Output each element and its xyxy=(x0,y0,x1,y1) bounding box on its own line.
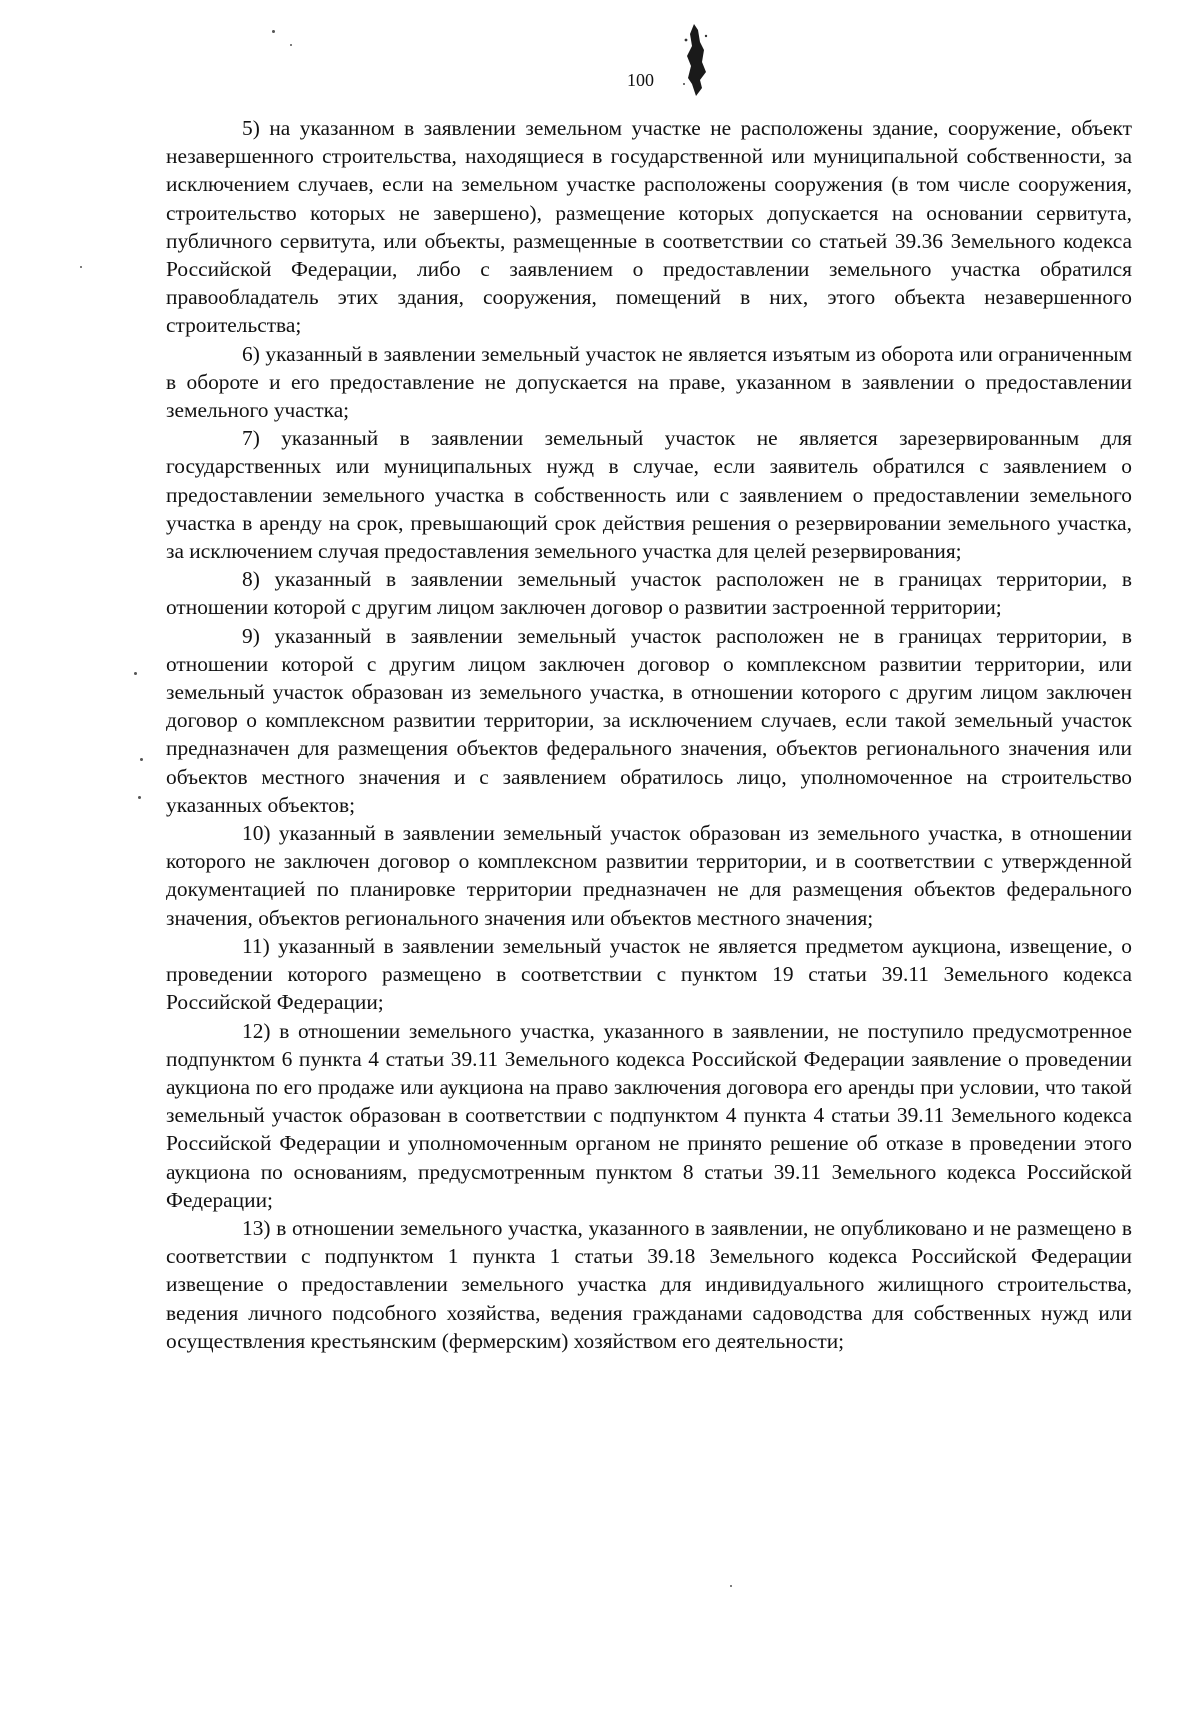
paragraph-item-7: 7) указанный в заявлении земельный участок не является зарезервированным для государственных или муниципальных нужд в случае, если заявитель обратился с заявлением о предоставлении земельного участка в собственность или с заявлением о предоставлении земельного участка в аренду на срок, превышающий срок действия решения о резервировании земельного участка, за исключением случая предоставления земельного участка для целей резервирования; xyxy=(166,426,1132,564)
scan-speck xyxy=(272,30,275,33)
paragraph-item-8: 8) указанный в заявлении земельный участок расположен не в границах территории, в отношении которой с другим лицом заключен договор о развитии застроенной территории; xyxy=(166,567,1132,620)
paragraph-item-6: 6) указанный в заявлении земельный участок не является изъятым из оборота или ограниченным в обороте и его предоставление не допускается на праве, указанном в заявлении о предоставлении земельного участка; xyxy=(166,341,1132,423)
scan-speck xyxy=(140,758,143,761)
paragraph-item-13: 13) в отношении земельного участка, указанного в заявлении, не опубликовано и не размещено в соответствии с подпунктом 1 пункта 1 статьи 39.18 Земельного кодекса Российской Федерации извещение о предоставлении земельного участка для индивидуального жилищного строительства, ведения личного подсобного хозяйства, ведения гражданами садоводства для собственных нужд или осуществления крестьянским (фермерским) хозяйством его деятельности; xyxy=(166,1215,1132,1353)
paragraph-item-12: 12) в отношении земельного участка, указанного в заявлении, не поступило предусмотренное подпунктом 6 пункта 4 статьи 39.11 Земельного кодекса Российской Федерации заявление о проведении аукциона по его продаже или аукциона на право заключения договора его аренды при условии, что такой земельный участок образован в соответствии с подпунктом 4 пункта 4 статьи 39.11 Земельного кодекса Российской Федерации и уполномоченным органом не принято решение об отказе в проведении этого аукциона по основаниям, предусмотренным пунктом 8 статьи 39.11 Земельного кодекса Российской Федерации; xyxy=(166,1018,1132,1212)
paragraph-item-11: 11) указанный в заявлении земельный участок не является предметом аукциона, извещение, о проведении которого размещено в соответствии с пунктом 19 статьи 39.11 Земельного кодекса Российской Федерации; xyxy=(166,933,1132,1015)
scan-speck xyxy=(134,672,137,675)
scan-speck xyxy=(290,44,292,46)
paragraph-item-5: 5) на указанном в заявлении земельном участке не расположены здание, сооружение, объект незавершенного строительства, находящиеся в государственной или муниципальной собственности, за исключением случаев, если на земельном участке расположены сооружения (в том числе сооружения, строительство которых не завершено), размещение которых допускается на основании сервитута, публичного сервитута, или объекты, размещенные в соответствии со статьей 39.36 Земельного кодекса Российской Федерации, либо с заявлением о предоставлении земельного участка обратился правообладатель этих здания, сооружения, помещений в них, этого объекта незавершенного строительства; xyxy=(166,116,1132,338)
ink-blot xyxy=(682,22,710,100)
scan-speck xyxy=(138,796,141,799)
paragraph-item-9: 9) указанный в заявлении земельный участок расположен не в границах территории, в отношении которой с другим лицом заключен договор о комплексном развитии территории, или земельный участок образован из земельного участка, в отношении которого с другим лицом заключен договор о комплексном развитии территории, за исключением случаев, если такой земельный участок предназначен для размещения объектов федерального значения, объектов регионального значения или объектов местного значения и с заявлением обратилось лицо, уполномоченное на строительство указанных объектов; xyxy=(166,623,1132,817)
page-number: 100 xyxy=(627,70,654,90)
paragraph-item-10: 10) указанный в заявлении земельный участок образован из земельного участка, в отношении которого не заключен договор о комплексном развитии территории, и в соответствии с утвержденной документацией по планировке территории предназначен не для размещения объектов федерального значения, объектов регионального значения или объектов местного значения; xyxy=(166,821,1132,930)
document-body xyxy=(166,114,1132,1355)
scan-speck xyxy=(730,1585,732,1587)
scan-speck xyxy=(80,266,82,268)
